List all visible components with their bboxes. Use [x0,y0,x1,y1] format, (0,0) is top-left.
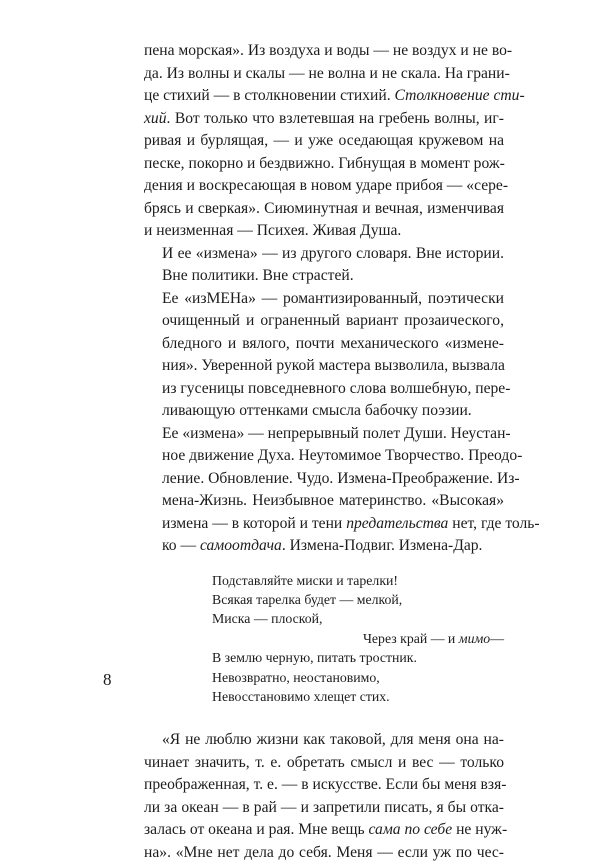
text-run: Вне политики. Вне страстей. [162,267,354,284]
italic-run: мимо [458,630,491,646]
text-run: ливающую оттенками смысла бабочку поэзии. [162,402,472,419]
italic-run: предательства [346,514,449,532]
poem-quote [212,571,504,707]
text-line [144,774,507,797]
text-run: нет, где толь- [448,514,540,532]
text-line [144,355,504,378]
text-run: мена-Жизнь. Неизбывное материнство. «Высокая» [162,492,504,509]
text-run: Через край — и [362,630,459,646]
italic-run: Столкновение сти- [394,87,525,104]
text-run: . Вот только что взлетевшая на гребень волны, иг- [166,109,504,127]
text-line [144,85,525,108]
text-run: пена морская». Из воздуха и воды — не воздух и не во- [144,42,513,59]
text-run: И ее «измена» — из другого словаря. Вне истории. [162,244,504,262]
verse-line [212,590,504,609]
text-run: бледного и вялого, почти механического «измене- [162,334,504,352]
text-line [144,513,540,536]
text-line [144,752,504,775]
text-line [144,400,504,423]
italic-run: хий [144,109,167,127]
text-line [144,63,510,86]
text-run: ния». Уверенной рукой мастера вызволила, вызвала [162,357,505,374]
text-run: залась от океана и рая. Мне вещь [144,821,369,839]
verse-line [212,571,504,590]
text-line [144,108,504,131]
text-line [144,175,509,198]
text-line [144,378,511,401]
text-run: измена — в которой и тени [162,514,347,532]
verse-line [212,629,504,648]
paragraph [144,423,540,558]
verse-line [212,648,504,667]
text-run: Невозвратно, неостановимо, [212,669,380,685]
text-run: ко — [162,537,200,554]
text-run: ривая и бурлящая, — и уже оседающая кружевом на [144,132,504,149]
text-line [144,220,504,243]
text-run: — [490,630,504,646]
text-run: дения и воскресающая в новом ударе прибоя — «сере- [144,177,509,194]
paragraph [144,40,525,243]
text-run: преображенная, т. е. — в искусстве. Если бы меня взя- [144,776,507,794]
text-run: Ее «изМЕНа» — романтизированный, поэтически [162,289,504,307]
text-run: Подставляйте миски и тарелки! [212,572,398,588]
verse-line [212,668,504,687]
paragraph [144,243,504,288]
text-line [144,310,504,333]
text-column [144,40,540,864]
text-line [144,468,520,491]
text-run: чинает значить, т. е. обретать смысл и вес — только [144,753,504,771]
text-run: очищенный и ограненный вариант прозаического, [162,312,504,329]
text-run: Ее «измена» — непрерывный полет Души. Неустан- [162,424,511,442]
text-run: ное движение Духа. Неутомимое Творчество. Преодо- [162,447,523,464]
text-run: да. Из волны и скалы — не волна и не скала. На грани- [144,64,510,82]
text-line [144,423,511,446]
text-line [144,842,504,864]
text-line [144,535,504,558]
text-line [144,729,504,752]
text-line [144,333,504,356]
text-line [144,445,523,468]
italic-run: сама по себе [368,821,453,839]
text-line [144,797,504,820]
text-line [144,198,504,221]
text-line [144,243,504,266]
text-run: и неизменная — Психея. Живая Душа. [144,222,402,239]
text-run: брясь и сверкая». Сиюминутная и вечная, изменчивая [144,199,504,217]
text-run: из гусеницы повседневного слова волшебную, пере- [162,379,511,397]
text-line [144,130,504,153]
text-run: песке, покорно и бездвижно. Гибнущая в момент рож- [144,154,505,172]
paragraph [144,288,511,423]
text-run: ли за океан — в рай — и запретили писать, я бы отка- [144,798,504,816]
text-run: це стихий — в столкновении стихий. [144,87,395,104]
text-line [144,153,504,176]
text-line [144,819,508,842]
text-run: Невосстановимо хлещет стих. [212,688,390,704]
page-number: 8 [103,670,112,689]
text-line [144,288,504,311]
body-text [144,40,540,558]
text-run: Всякая тарелка будет — мелкой, [212,591,403,607]
italic-run: самоотдача [199,537,282,554]
text-run: В землю черную, питать тростник. [212,650,417,666]
text-line [144,490,504,513]
text-line [144,40,513,63]
text-run: . Измена-Подвиг. Измена-Дар. [281,537,483,554]
verse-line [212,687,504,706]
text-run: «Я не люблю жизни как таковой, для меня она на- [162,731,504,749]
text-line [144,265,504,288]
text-run: Миска — плоской, [212,611,323,627]
verse-line [212,609,504,628]
text-run: не нуж- [452,821,508,839]
text-run: ление. Обновление. Чудо. Измена-Преображение. Из- [162,469,520,487]
text-run: на». «Мне нет дела до себя. Меня — если уж по чес- [144,843,504,861]
